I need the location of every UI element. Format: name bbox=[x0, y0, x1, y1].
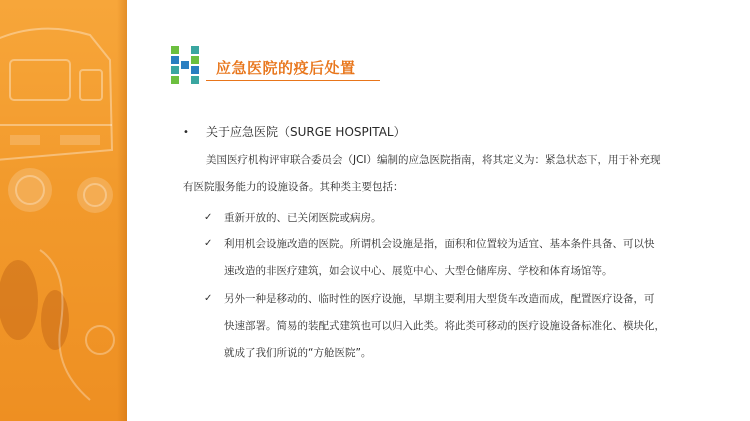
checkmark-icon: ✓ bbox=[204, 293, 213, 304]
intro-heading: 关于应急医院（SURGE HOSPITAL） bbox=[206, 125, 406, 139]
type-item-line: 速改造的非医疗建筑，如会议中心、展览中心、大型仓储库房、学校和体育场馆等。 bbox=[224, 265, 613, 277]
intro-description-line: 有医院服务能力的设施设备。其种类主要包括： bbox=[183, 181, 404, 193]
slide-title: 应急医院的疫后处置 bbox=[216, 59, 356, 77]
type-item-line: 就成了我们所说的“方舱医院”。 bbox=[224, 347, 372, 359]
intro-description-line: 美国医疗机构评审联合委员会（JCI）编制的应急医院指南，将其定义为：紧急状态下，用于补充现 bbox=[206, 154, 661, 166]
type-item-line: 重新开放的、已关闭医院或病房。 bbox=[224, 212, 382, 224]
intro-bullet: • bbox=[183, 127, 189, 138]
type-item-line: 快速部署。简易的装配式建筑也可以归入此类。将此类可移动的医疗设施设备标准化、模块化， bbox=[224, 320, 665, 332]
type-item-line: 另外一种是移动的、临时性的医疗设施，早期主要利用大型货车改造而成，配置医疗设备，可 bbox=[224, 293, 655, 305]
checkmark-icon: ✓ bbox=[204, 238, 213, 249]
checkmark-icon: ✓ bbox=[204, 212, 213, 223]
type-item-line: 利用机会设施改造的医院。所谓机会设施是指，面积和位置较为适宜、基本条件具备、可以快 bbox=[224, 238, 655, 250]
